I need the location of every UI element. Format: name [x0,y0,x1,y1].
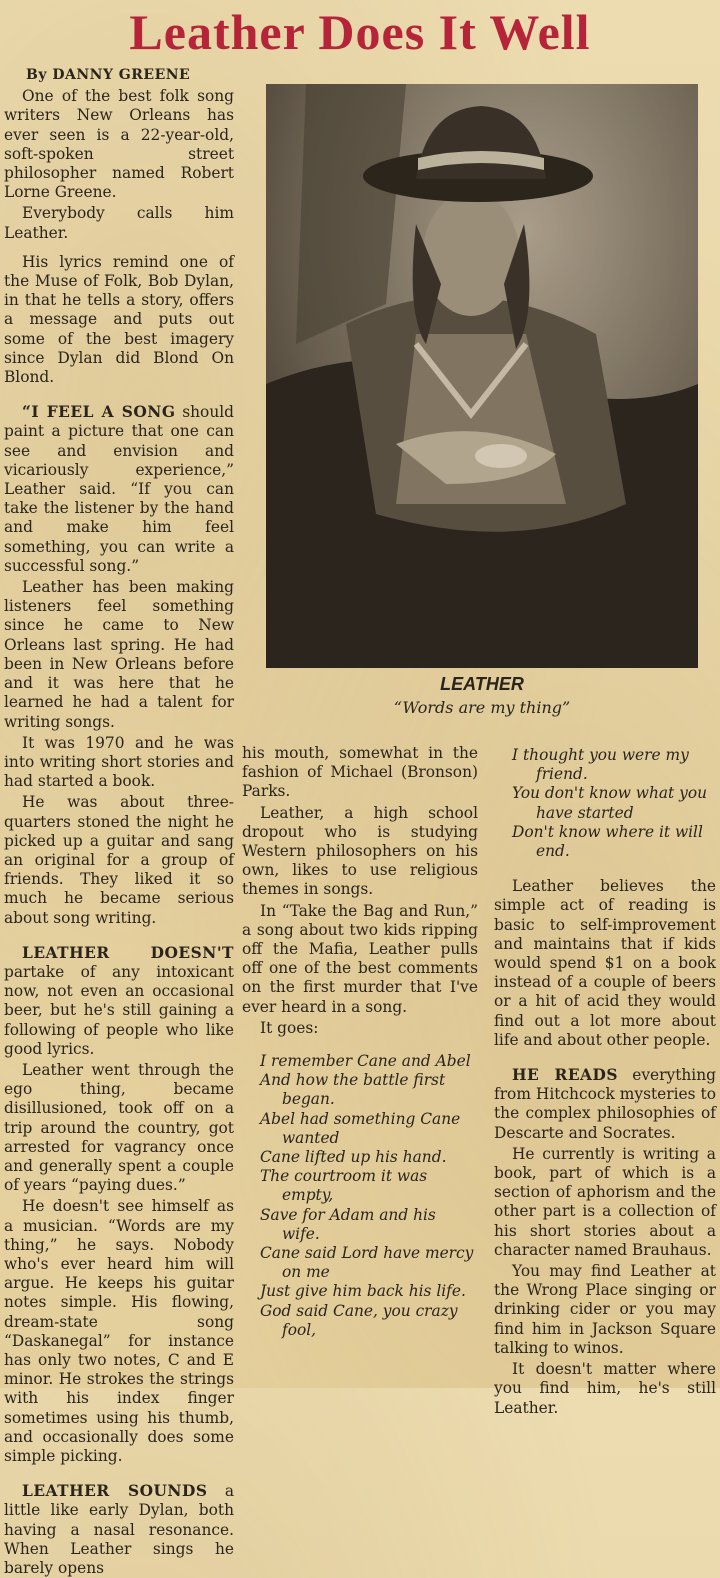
paragraph: One of the best folk song writers New Orleans has ever seen is a 22-year-old, soft-spoken street philosopher named Robert Lorne Greene. [4,87,234,202]
paragraph: Leather went through the ego thing, became disillusioned, took off on a trip around the country, got arrested for vagrancy once and generally spent a couple of years “paying dues.” [4,1060,234,1195]
lyric-line: Cane said Lord have mercy on me [260,1244,474,1282]
lyric-line: I remember Cane and Abel [260,1052,471,1071]
byline: By DANNY GREENE [26,67,191,83]
paragraph: You may find Leather at the Wrong Place singing or drinking cider or you may find him in Jackson Square talking to winos. [494,1262,716,1357]
song-lyrics [242,1052,478,1340]
paragraph: It doesn't matter where you find him, he's still Leather. [494,1360,716,1417]
lyric-line: Cane lifted up his hand. [260,1148,447,1167]
paragraph: His lyrics remind one of the Muse of Folk, Bob Dylan, in that he tells a story, offers a message and puts out some of the best imagery since Dylan did Blond On Blond. [4,252,234,387]
portrait-image [266,84,698,668]
lyric-line: Just give him back his life. [260,1282,466,1301]
article-column-1 [4,66,234,1578]
paragraph: Leather believes the simple act of reading is basic to self-improvement and maintains that if kids would spend $1 on a book instead of a couple of beers or a hit of acid they would find out a lot more about life and about other people. [494,877,716,1049]
subhead: LEATHER SOUNDS [22,1482,208,1501]
paragraph: It was 1970 and he was into writing short stories and had started a book. [4,733,234,791]
lyric-line: God said Cane, you crazy fool, [260,1301,458,1339]
paragraph: Everybody calls him Leather. [4,204,234,242]
subhead: HE READS [512,1066,618,1085]
article-column-3 [494,746,716,1418]
paragraph: He doesn't see himself as a musician. “Words are my thing,” he says. Nobody who's ever heard him will argue. He keeps his guitar notes simple. His flowing, dream-state song “Daskanegal” for instance has only two notes, C and E minor. He strokes the strings with his index finger sometimes using his thumb, and occasionally does some simple picking. [4,1197,234,1466]
lyric-line: Abel had something Cane wanted [260,1109,461,1147]
paragraph: Leather, a high school dropout who is studying Western philosophers on his own, likes to use religious themes in songs. [242,803,478,899]
paragraph: LEATHER DOESN'T partake of any intoxicant now, not even an occasional beer, but he's still gaining a following of people who like good lyrics. [4,943,234,1058]
lyric-line: Don't know where it will end. [512,822,703,861]
song-lyrics-continued [494,746,716,861]
paragraph: He currently is writing a book, part of which is a section of aphorism and the other part is a collection of his short stories about a character named Brauhaus. [494,1144,716,1259]
headline: Leather Does It Well [129,4,591,60]
paragraph: LEATHER SOUNDS a little like early Dylan, both having a nasal resonance. When Leather sings he barely opens [4,1482,234,1578]
paragraph: his mouth, somewhat in the fashion of Michael (Bronson) Parks. [242,744,478,801]
paragraph: “I FEEL A SONG should paint a picture that one can see and envision and vicariously experience,” Leather said. “If you can take the listener by the hand and make him feel something, you can write a successful song.” [4,403,235,575]
lyric-line: You don't know what you have started [512,784,708,822]
subhead: “I FEEL A SONG [22,403,176,422]
lyric-line: The courtroom it was empty, [260,1167,428,1205]
photo-caption-quote: “Words are my thing” [393,698,571,717]
article-column-2 [242,744,478,1340]
paragraph: It goes: [260,1018,319,1037]
lyric-line: Save for Adam and his wife. [260,1205,436,1243]
paragraph: In “Take the Bag and Run,” a song about two kids ripping off the Mafia, Leather pulls off one of the best comments on the first murder that I've ever heard in a song. [242,901,478,1016]
lyric-line: I thought you were my friend. [512,746,689,784]
leather-photo [266,84,698,668]
lyric-line: And how the battle first began. [260,1071,446,1109]
photo-caption-name: LEATHER [440,674,524,694]
subhead: LEATHER DOESN'T [22,943,234,962]
paragraph: He was about three-quarters stoned the night he picked up a guitar and sang an original for a group of friends. They liked it so much he became serious about song writing. [4,793,234,927]
paragraph: Leather has been making listeners feel something since he came to New Orleans last spring. He had been in New Orleans before and it was here that he learned he had a talent for writing songs. [4,578,234,731]
paragraph: HE READS everything from Hitchcock mysteries to the complex philosophies of Descarte and Socrates. [494,1066,716,1142]
